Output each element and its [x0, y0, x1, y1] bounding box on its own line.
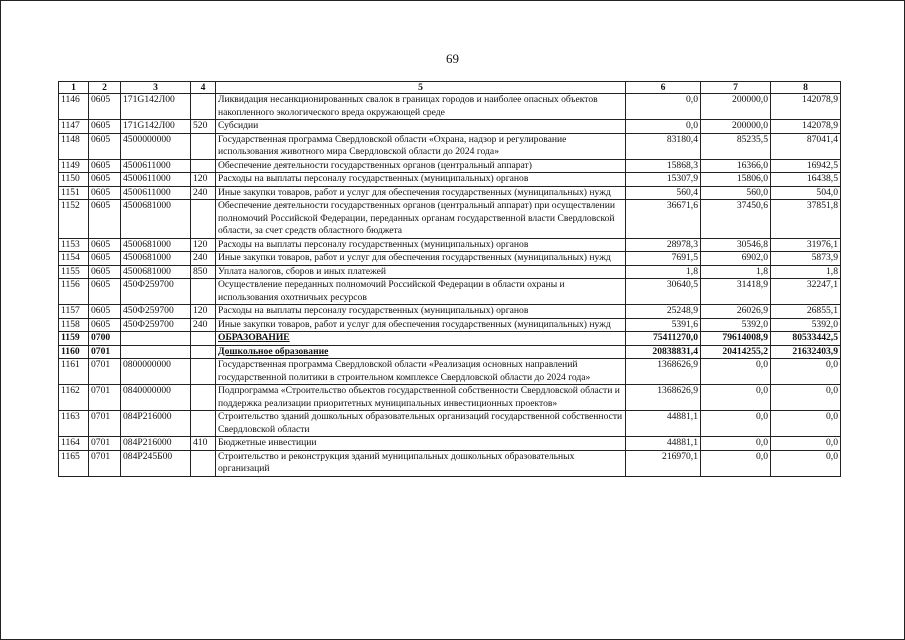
- amount-col8-cell: 0,0: [771, 359, 841, 385]
- amount-col7-cell: 200000,0: [701, 120, 771, 134]
- row-number-cell: 1164: [59, 437, 89, 451]
- section-code-cell: 0701: [89, 385, 121, 411]
- target-article-cell: 4500611000: [121, 186, 191, 200]
- amount-col6-cell: 20838831,4: [626, 345, 701, 359]
- amount-col8-cell: 142078,9: [771, 94, 841, 120]
- description-cell: Иные закупки товаров, работ и услуг для обеспечения государственных (муниципальных) нужд: [216, 186, 626, 200]
- expense-type-cell: [191, 450, 216, 476]
- expense-type-cell: [191, 279, 216, 305]
- amount-col6-cell: 75411270,0: [626, 332, 701, 346]
- amount-col8-cell: 16438,5: [771, 173, 841, 187]
- description-cell: Уплата налогов, сборов и иных платежей: [216, 265, 626, 279]
- header-row: [59, 82, 841, 94]
- amount-col7-cell: 6902,0: [701, 252, 771, 266]
- expense-type-cell: 120: [191, 238, 216, 252]
- section-code-cell: 0605: [89, 120, 121, 134]
- target-article-cell: 4500611000: [121, 159, 191, 173]
- amount-col7-cell: 79614008,9: [701, 332, 771, 346]
- amount-col6-cell: 25248,9: [626, 305, 701, 319]
- expense-type-cell: 240: [191, 318, 216, 332]
- header-cell: 1: [59, 82, 89, 94]
- amount-col8-cell: 1,8: [771, 265, 841, 279]
- section-code-cell: 0701: [89, 359, 121, 385]
- amount-col6-cell: 560,4: [626, 186, 701, 200]
- section-code-cell: 0605: [89, 265, 121, 279]
- section-code-cell: 0605: [89, 173, 121, 187]
- target-article-cell: [121, 332, 191, 346]
- section-code-cell: 0605: [89, 133, 121, 159]
- section-code-cell: 0605: [89, 159, 121, 173]
- amount-col8-cell: 0,0: [771, 411, 841, 437]
- amount-col7-cell: 37450,6: [701, 200, 771, 239]
- expense-type-cell: 520: [191, 120, 216, 134]
- page-number: 69: [446, 51, 459, 66]
- expense-type-cell: [191, 94, 216, 120]
- amount-col8-cell: 37851,8: [771, 200, 841, 239]
- row-number-cell: 1160: [59, 345, 89, 359]
- amount-col6-cell: 1368626,9: [626, 385, 701, 411]
- target-article-cell: 171G142Л00: [121, 120, 191, 134]
- description-cell: Обеспечение деятельности государственных органов (центральный аппарат) при осуществлении полномочий Российской Федерации, переданных органам государственной власти Свердловской области, за счет средств областного бюджета: [216, 200, 626, 239]
- target-article-cell: 084P216000: [121, 437, 191, 451]
- table-row: [59, 385, 841, 411]
- table-row: [59, 279, 841, 305]
- amount-col7-cell: 200000,0: [701, 94, 771, 120]
- amount-col6-cell: 1368626,9: [626, 359, 701, 385]
- table-row: [59, 345, 841, 359]
- description-cell: Государственная программа Свердловской области «Охрана, надзор и регулирование использования животного мира Свердловской области до 2024 года»: [216, 133, 626, 159]
- section-code-cell: 0605: [89, 94, 121, 120]
- description-cell: Осуществление переданных полномочий Российской Федерации в области охраны и использования охотничьих ресурсов: [216, 279, 626, 305]
- expense-type-cell: [191, 385, 216, 411]
- section-code-cell: 0700: [89, 332, 121, 346]
- description-cell: Субсидии: [216, 120, 626, 134]
- target-article-cell: 4500681000: [121, 200, 191, 239]
- description-cell: ОБРАЗОВАНИЕ: [216, 332, 626, 346]
- header-cell: 4: [191, 82, 216, 94]
- amount-col8-cell: 0,0: [771, 437, 841, 451]
- amount-col6-cell: 7691,5: [626, 252, 701, 266]
- expense-type-cell: 850: [191, 265, 216, 279]
- amount-col6-cell: 1,8: [626, 265, 701, 279]
- amount-col7-cell: 0,0: [701, 359, 771, 385]
- table-row: [59, 186, 841, 200]
- amount-col8-cell: 0,0: [771, 450, 841, 476]
- section-code-cell: 0605: [89, 318, 121, 332]
- target-article-cell: 4500681000: [121, 265, 191, 279]
- section-code-cell: 0605: [89, 252, 121, 266]
- amount-col8-cell: 21632403,9: [771, 345, 841, 359]
- target-article-cell: 084P216000: [121, 411, 191, 437]
- amount-col7-cell: 20414255,2: [701, 345, 771, 359]
- amount-col6-cell: 30640,5: [626, 279, 701, 305]
- amount-col8-cell: 87041,4: [771, 133, 841, 159]
- target-article-cell: 450Ф259700: [121, 305, 191, 319]
- amount-col7-cell: 0,0: [701, 450, 771, 476]
- section-code-cell: 0701: [89, 437, 121, 451]
- expense-type-cell: [191, 411, 216, 437]
- amount-col7-cell: 5392,0: [701, 318, 771, 332]
- expense-type-cell: 240: [191, 252, 216, 266]
- amount-col6-cell: 5391,6: [626, 318, 701, 332]
- amount-col6-cell: 15868,3: [626, 159, 701, 173]
- amount-col8-cell: 16942,5: [771, 159, 841, 173]
- amount-col6-cell: 36671,6: [626, 200, 701, 239]
- row-number-cell: 1150: [59, 173, 89, 187]
- table-row: [59, 120, 841, 134]
- amount-col8-cell: 142078,9: [771, 120, 841, 134]
- table-row: [59, 305, 841, 319]
- expense-type-cell: [191, 359, 216, 385]
- table-row: [59, 332, 841, 346]
- amount-col7-cell: 85235,5: [701, 133, 771, 159]
- amount-col8-cell: 80533442,5: [771, 332, 841, 346]
- section-code-cell: 0605: [89, 279, 121, 305]
- amount-col8-cell: 5392,0: [771, 318, 841, 332]
- amount-col6-cell: 216970,1: [626, 450, 701, 476]
- header-cell: 2: [89, 82, 121, 94]
- table-body: [59, 94, 841, 477]
- amount-col7-cell: 31418,9: [701, 279, 771, 305]
- expense-type-cell: 120: [191, 305, 216, 319]
- expense-type-cell: 120: [191, 173, 216, 187]
- amount-col6-cell: 28978,3: [626, 238, 701, 252]
- amount-col7-cell: 30546,8: [701, 238, 771, 252]
- expense-type-cell: [191, 133, 216, 159]
- description-cell: Строительство зданий дошкольных образовательных организаций государственной собственности Свердловской области: [216, 411, 626, 437]
- table-row: [59, 238, 841, 252]
- expense-type-cell: [191, 200, 216, 239]
- row-number-cell: 1159: [59, 332, 89, 346]
- row-number-cell: 1165: [59, 450, 89, 476]
- amount-col7-cell: 26026,9: [701, 305, 771, 319]
- section-code-cell: 0701: [89, 450, 121, 476]
- row-number-cell: 1149: [59, 159, 89, 173]
- target-article-cell: 450Ф259700: [121, 279, 191, 305]
- row-number-cell: 1163: [59, 411, 89, 437]
- expense-type-cell: 240: [191, 186, 216, 200]
- description-cell: Иные закупки товаров, работ и услуг для обеспечения государственных (муниципальных) нужд: [216, 252, 626, 266]
- amount-col7-cell: 0,0: [701, 385, 771, 411]
- section-code-cell: 0701: [89, 345, 121, 359]
- row-number-cell: 1162: [59, 385, 89, 411]
- target-article-cell: 171G142Л00: [121, 94, 191, 120]
- row-number-cell: 1147: [59, 120, 89, 134]
- row-number-cell: 1156: [59, 279, 89, 305]
- table-row: [59, 411, 841, 437]
- row-number-cell: 1161: [59, 359, 89, 385]
- row-number-cell: 1148: [59, 133, 89, 159]
- amount-col6-cell: 15307,9: [626, 173, 701, 187]
- table-row: [59, 133, 841, 159]
- row-number-cell: 1157: [59, 305, 89, 319]
- table-row: [59, 265, 841, 279]
- table-row: [59, 94, 841, 120]
- description-cell: Бюджетные инвестиции: [216, 437, 626, 451]
- header-cell: 6: [626, 82, 701, 94]
- table-row: [59, 318, 841, 332]
- row-number-cell: 1152: [59, 200, 89, 239]
- amount-col8-cell: 504,0: [771, 186, 841, 200]
- amount-col6-cell: 0,0: [626, 120, 701, 134]
- amount-col8-cell: 31976,1: [771, 238, 841, 252]
- section-code-cell: 0605: [89, 305, 121, 319]
- table-row: [59, 252, 841, 266]
- table-row: [59, 437, 841, 451]
- amount-col7-cell: 16366,0: [701, 159, 771, 173]
- table-row: [59, 450, 841, 476]
- target-article-cell: 4500681000: [121, 238, 191, 252]
- section-code-cell: 0701: [89, 411, 121, 437]
- budget-table: [58, 81, 841, 477]
- expense-type-cell: [191, 159, 216, 173]
- description-cell: Иные закупки товаров, работ и услуг для обеспечения государственных (муниципальных) нужд: [216, 318, 626, 332]
- target-article-cell: 4500000000: [121, 133, 191, 159]
- target-article-cell: 4500611000: [121, 173, 191, 187]
- row-number-cell: 1154: [59, 252, 89, 266]
- target-article-cell: 0800000000: [121, 359, 191, 385]
- amount-col7-cell: 1,8: [701, 265, 771, 279]
- amount-col7-cell: 0,0: [701, 437, 771, 451]
- row-number-cell: 1158: [59, 318, 89, 332]
- amount-col6-cell: 44881,1: [626, 437, 701, 451]
- header-cell: 8: [771, 82, 841, 94]
- description-cell: Расходы на выплаты персоналу государственных (муниципальных) органов: [216, 173, 626, 187]
- row-number-cell: 1151: [59, 186, 89, 200]
- target-article-cell: 0840000000: [121, 385, 191, 411]
- section-code-cell: 0605: [89, 186, 121, 200]
- table-row: [59, 200, 841, 239]
- header-cell: 7: [701, 82, 771, 94]
- row-number-cell: 1146: [59, 94, 89, 120]
- header-cell: 5: [216, 82, 626, 94]
- target-article-cell: 4500681000: [121, 252, 191, 266]
- table-row: [59, 173, 841, 187]
- description-cell: Государственная программа Свердловской области «Реализация основных направлений государственной политики в строительном комплексе Свердловской области до 2024 года»: [216, 359, 626, 385]
- amount-col8-cell: 0,0: [771, 385, 841, 411]
- section-code-cell: 0605: [89, 238, 121, 252]
- header-cell: 3: [121, 82, 191, 94]
- description-cell: Строительство и реконструкция зданий муниципальных дошкольных образовательных организаций: [216, 450, 626, 476]
- target-article-cell: 450Ф259700: [121, 318, 191, 332]
- expense-type-cell: [191, 345, 216, 359]
- expense-type-cell: 410: [191, 437, 216, 451]
- description-cell: Ликвидация несанкционированных свалок в границах городов и наиболее опасных объектов накопленного экологического вреда окружающей среде: [216, 94, 626, 120]
- amount-col8-cell: 32247,1: [771, 279, 841, 305]
- amount-col7-cell: 15806,0: [701, 173, 771, 187]
- target-article-cell: [121, 345, 191, 359]
- section-code-cell: 0605: [89, 200, 121, 239]
- amount-col8-cell: 26855,1: [771, 305, 841, 319]
- table-row: [59, 159, 841, 173]
- expense-type-cell: [191, 332, 216, 346]
- description-cell: Подпрограмма «Строительство объектов государственной собственности Свердловской области и поддержка реализации приоритетных муниципальных инвестиционных проектов»: [216, 385, 626, 411]
- amount-col6-cell: 44881,1: [626, 411, 701, 437]
- amount-col7-cell: 560,0: [701, 186, 771, 200]
- amount-col7-cell: 0,0: [701, 411, 771, 437]
- row-number-cell: 1155: [59, 265, 89, 279]
- description-cell: Расходы на выплаты персоналу государственных (муниципальных) органов: [216, 238, 626, 252]
- row-number-cell: 1153: [59, 238, 89, 252]
- target-article-cell: 084P245Б00: [121, 450, 191, 476]
- description-cell: Дошкольное образование: [216, 345, 626, 359]
- description-cell: Расходы на выплаты персоналу государственных (муниципальных) органов: [216, 305, 626, 319]
- table-row: [59, 359, 841, 385]
- amount-col8-cell: 5873,9: [771, 252, 841, 266]
- amount-col6-cell: 83180,4: [626, 133, 701, 159]
- description-cell: Обеспечение деятельности государственных органов (центральный аппарат): [216, 159, 626, 173]
- amount-col6-cell: 0,0: [626, 94, 701, 120]
